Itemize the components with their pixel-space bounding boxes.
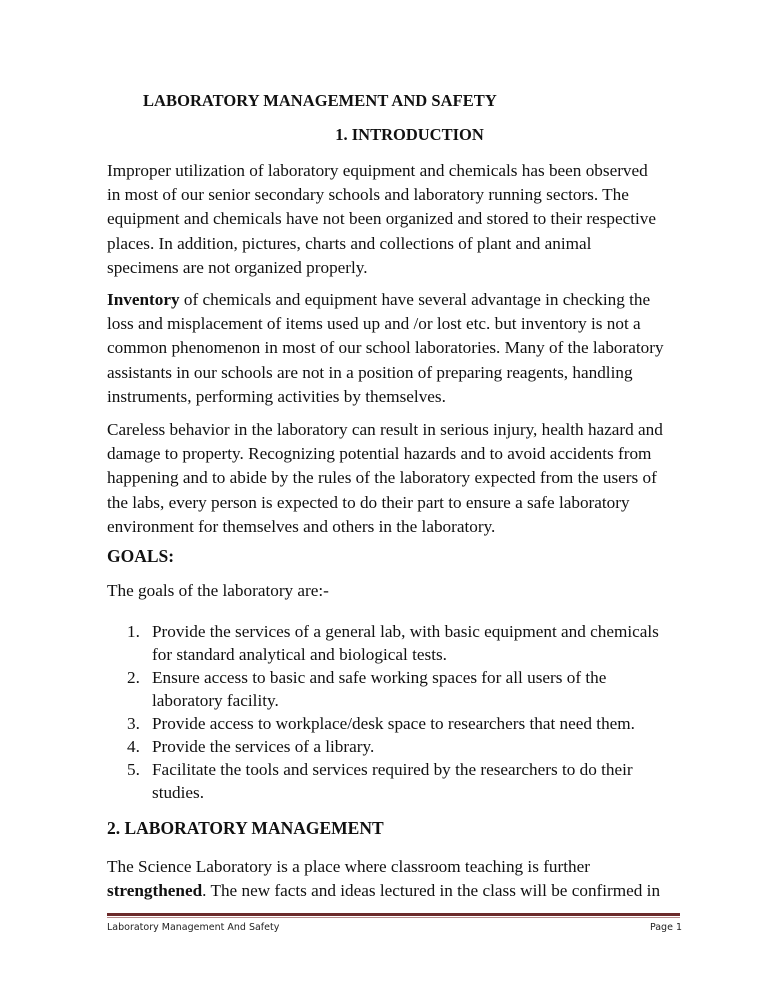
goals-list xyxy=(107,620,687,804)
list-number: 4. xyxy=(127,737,140,756)
text-line xyxy=(107,879,687,903)
text-line: Improper utilization of laboratory equipment and chemicals has been observed xyxy=(107,161,648,180)
text-line: the labs, every person is expected to do their part to ensure a safe laboratory xyxy=(107,492,630,512)
text-line: Provide access to workplace/desk space to researchers that need them. xyxy=(152,714,635,733)
text-line: Provide the services of a general lab, with basic equipment and chemicals xyxy=(152,622,659,641)
text-line: places. In addition, pictures, charts and collections of plant and animal xyxy=(107,233,592,253)
section-heading-introduction: 1. INTRODUCTION xyxy=(335,125,484,144)
list-number: 2. xyxy=(127,668,140,687)
paragraph-introduction xyxy=(107,159,687,280)
goals-list-item xyxy=(107,666,687,712)
text-line: Ensure access to basic and safe working spaces for all users of the xyxy=(152,668,607,687)
footer-page-number: Page 1 xyxy=(649,922,682,933)
paragraph-science-laboratory xyxy=(107,855,687,903)
paragraph-inventory xyxy=(107,288,687,409)
footer-divider xyxy=(107,913,680,916)
goals-list-item xyxy=(107,735,687,758)
bold-term-inventory: Inventory xyxy=(107,290,180,309)
text-line: common phenomenon in most of our school laboratories. Many of the laboratory xyxy=(107,338,664,358)
paragraph-careless-behavior xyxy=(107,418,687,539)
footer-document-title: Laboratory Management And Safety xyxy=(107,922,280,933)
text-line: The Science Laboratory is a place where classroom teaching is further xyxy=(107,857,590,876)
text-line: Provide the services of a library. xyxy=(152,737,375,756)
text-line: specimens are not organized properly. xyxy=(107,257,368,277)
text-line: Careless behavior in the laboratory can result in serious injury, health hazard and xyxy=(107,420,663,439)
text-line: for standard analytical and biological tests. xyxy=(152,645,447,664)
text-line: studies. xyxy=(152,783,205,802)
list-number: 5. xyxy=(127,760,140,779)
bold-term-strengthened: strengthened xyxy=(107,881,203,901)
document-page xyxy=(107,0,682,994)
list-number: 1. xyxy=(127,622,140,641)
text-line: happening and to abide by the rules of the laboratory expected from the users of xyxy=(107,468,657,488)
text-line: equipment and chemicals have not been organized and stored to their respective xyxy=(107,209,657,229)
section-heading-laboratory-management: 2. LABORATORY MANAGEMENT xyxy=(107,818,384,838)
section-heading-goals: GOALS: xyxy=(107,546,175,566)
goals-list-item xyxy=(107,712,687,735)
text-line: loss and misplacement of items used up and /or lost etc. but inventory is not a xyxy=(107,314,641,334)
text-line: instruments, performing activities by themselves. xyxy=(107,386,446,406)
goals-list-item xyxy=(107,620,687,666)
text-run: . The new facts and ideas lectured in the class will be confirmed in xyxy=(202,881,661,901)
text-line: laboratory facility. xyxy=(152,691,279,710)
text-line: damage to property. Recognizing potential hazards and to avoid accidents from xyxy=(107,444,652,464)
document-title: LABORATORY MANAGEMENT AND SAFETY xyxy=(143,91,497,110)
text-line: Facilitate the tools and services required by the researchers to do their xyxy=(152,760,633,779)
goals-intro: The goals of the laboratory are:- xyxy=(107,581,329,600)
text-line xyxy=(107,288,687,312)
text-line: environment for themselves and others in the laboratory. xyxy=(107,516,496,536)
footer-divider-thin xyxy=(107,917,680,918)
list-number: 3. xyxy=(127,714,140,733)
text-line: in most of our senior secondary schools and laboratory running sectors. The xyxy=(107,185,629,205)
text-run: of chemicals and equipment have several advantage in checking the xyxy=(179,290,651,309)
text-line: assistants in our schools are not in a position of preparing reagents, handling xyxy=(107,362,633,382)
goals-list-item xyxy=(107,758,687,804)
